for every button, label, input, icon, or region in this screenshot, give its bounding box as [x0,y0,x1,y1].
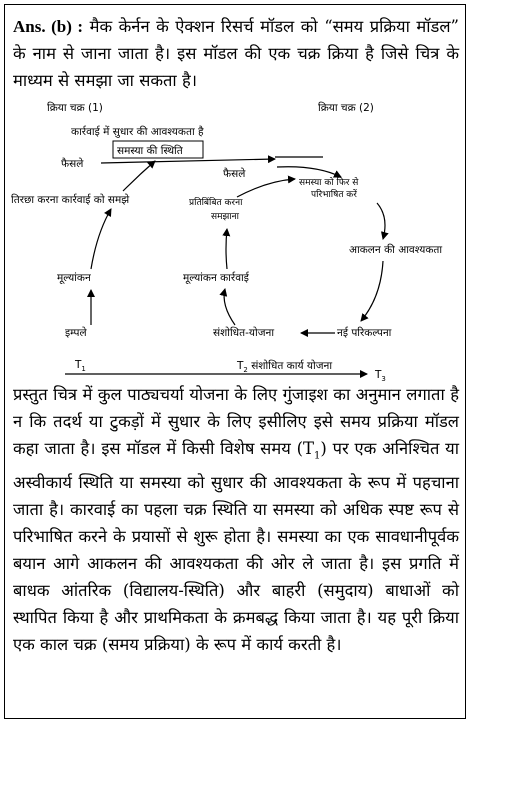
evaluation1-label: मूल्यांकन [57,272,91,284]
need-assessment-label: आकलन की आवश्यकता [349,244,443,256]
reflect-to-redefine-arrow [237,179,295,197]
explanation-paragraph [13,381,459,658]
action-research-cycle-diagram [5,93,467,383]
explanation-part1: प्रस्तुत चित्र में कुल पाठ्यचर्या योजना के लिए गुंजाइश का अनुमान लगाता है न कि तदर्थ या टुकड़ों में सुधार के लिए इसीलिए इसे समय प्रक्रिया मॉडल कहा जाता है। इस मॉडल में किसी विशेष समय (T [13,385,459,458]
redefine-line2: परिभाषित करें [311,190,357,200]
cycle2-title: क्रिया चक्र (2) [318,102,374,114]
revised-plan-label: संशोधित-योजना [213,327,275,339]
diagnose-label: तिरछा करना कार्रवाई को समझे [11,194,130,206]
decision1-label: फैसले [61,158,84,170]
reflect-line2: समझाना [211,212,239,222]
problem-situation-label: समस्या की स्थिति [117,145,183,157]
t1-subscript: 1 [314,450,321,462]
assessment-to-hypothesis-arrow [361,261,383,321]
decision2-label: फैसले [223,168,246,180]
reflect-line1: प्रतिबिंबित करना [189,198,243,208]
t3-label: $T_3$ [375,369,386,383]
intro-text: मैक केर्नन के ऐक्शन रिसर्च मॉडल को “समय प्रक्रिया मॉडल” के नाम से जाना जाता है। इस मॉडल की एक चक्र क्रिया है जिसे चित्र के माध्यम से समझा जा सकता है। [13,17,459,90]
decision-arrow [101,159,275,163]
evaluate-to-diagnose-arrow [91,209,111,269]
explanation-part2: ) पर एक अनिश्चित या अस्वीकार्य स्थिति या समस्या को सुधार की आवश्यकता के रूप में पहचाना जाता है। कारवाई का पहला चक्र स्थिति या समस्या को अधिक स्पष्ट रूप से परिभाषित करने के प्रयासों से शुरू होता है। समस्या का एक सावधानीपूर्वक बयान आगे आकलन की आवश्यकता की ओर ले जाता है। इस प्रगति में बाधक आंतरिक (विद्यालय-स्थिति) और बाहरी (समुदाय) बाधाओं को स्थापित किया है और प्राथमिकता के क्रमबद्ध किया जाता है। यह पूरी क्रिया एक काल चक्र (समय प्रक्रिया) के रूप में कार्य करती है। [13,439,459,655]
answer-box [4,4,466,719]
redefine-to-assessment-arrow [377,203,385,239]
diagnose-to-situation-arrow [123,161,155,191]
new-hypothesis-label: नई परिकल्पना [337,327,392,339]
redefine-line1: समस्या को फिर से [299,178,359,188]
t1-label: $T_1$ [75,359,86,373]
need-improvement-label: कार्रवाई में सुधार की आवश्यकता है [71,126,204,138]
evaluate-action-label: मूल्यांकन कार्रवाई [183,272,249,284]
cycle1-title: क्रिया चक्र (1) [47,102,103,114]
implement-label: इम्पले [65,327,87,339]
evaluate-to-reflect-arrow [226,229,227,269]
plan-to-evaluate-arrow [224,289,235,325]
decision-to-redefine-arrow [277,167,341,177]
answer-label: Ans. (b) : [13,17,84,36]
t2-label: $T_2$ संशोधित कार्य योजना [237,360,333,374]
intro-paragraph [13,13,459,94]
